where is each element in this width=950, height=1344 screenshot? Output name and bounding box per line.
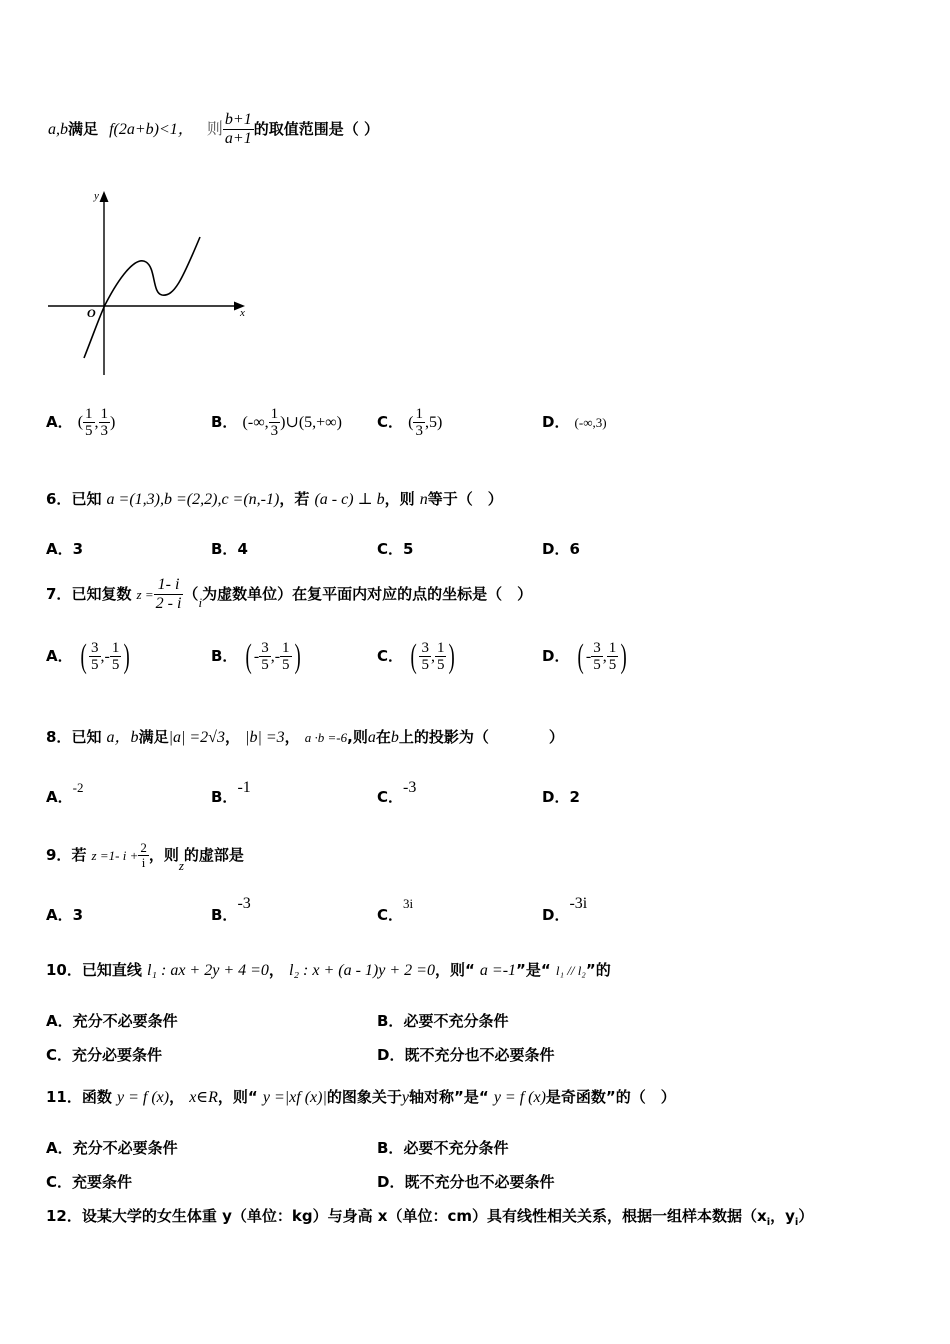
q6-perp: (a - c) ⊥ b (314, 491, 385, 508)
q5-option-c[interactable]: C． ( $\frac{1}{3}$ ,5) (377, 405, 443, 439)
y-axis-label: y (94, 190, 99, 202)
q7-option-d[interactable]: D． ( - $\frac{3}{5}$ , $\frac{1}{5}$ ) (542, 637, 627, 675)
q5-fraction: $\frac{b+1}{a+1}$ (224, 111, 252, 147)
q7-option-b[interactable]: B． ( - $\frac{3}{5}$ ,- $\frac{1}{5}$ ) (211, 637, 301, 675)
q10-stem: 10．已知直线 l₁ : ax + 2y + 4 =0， l₂ : x + (a - 1)y + 2 =0，则“ a =-1”是“ l₁ // l₂”的 (46, 961, 611, 979)
q11-option-a[interactable]: A．充分不必要条件 (46, 1139, 178, 1157)
q5-vars: a,b (48, 121, 68, 138)
q11-option-c[interactable]: C．充要条件 (46, 1173, 133, 1191)
q8-stem: 8．已知 a，b满足|a| =2√3， |b| =3， a ·b =-6,则a在b上的投影为（ ） (46, 728, 564, 746)
q12-stem: 12．设某大学的女生体重 y（单位：kg）与身高 x（单位：cm）具有线性相关关系，根据一组样本数据（$x_i$，$y_i$） (46, 1207, 814, 1228)
q6-option-a[interactable]: A．3 (46, 540, 84, 558)
q5-cond: 满足 (68, 120, 99, 138)
q9-option-d[interactable]: D．-3i (542, 895, 588, 924)
q7-option-c[interactable]: C． ( $\frac{3}{5}$ , $\frac{1}{5}$ ) (377, 637, 456, 675)
q5-stem (48, 104, 379, 154)
y-axis-arrow (100, 191, 109, 202)
q5-tail: 的取值范围是（ ） (253, 120, 379, 138)
q8-option-a[interactable]: A．-2 (46, 780, 84, 806)
q6-stem: 6．已知 a =(1,3),b =(2,2),c =(n,-1)，若 (a - c) ⊥ b，则 n等于（ ） (46, 490, 503, 508)
q8-option-c[interactable]: C．-3 (377, 779, 417, 806)
q5-then: 则 (206, 121, 223, 138)
q5-option-a[interactable]: A． ( $\frac{1}{5}$ , $\frac{1}{3}$ ) (46, 405, 116, 439)
q6-option-d[interactable]: D．6 (542, 540, 580, 558)
q5-option-d[interactable]: D． (-∞,3) (542, 413, 607, 431)
q7-stem: 7．已知复数 z = $\frac{1- i}{2 - i}$ （$_i$为虚数单位）在复平面内对应的点的坐标是（ ） (46, 576, 533, 612)
q5-inequality: f(2a+b)<1， (109, 121, 194, 138)
q5-option-b[interactable]: B． (-∞, $\frac{1}{3}$ )∪(5,+∞) (211, 405, 342, 439)
q6-option-c[interactable]: C．5 (377, 540, 414, 558)
q10-option-b[interactable]: B．必要不充分条件 (377, 1012, 509, 1030)
q5-graph (40, 185, 255, 380)
q9-option-b[interactable]: B．-3 (211, 895, 251, 924)
x-axis-label: x (240, 307, 245, 319)
origin-label: O (87, 306, 96, 320)
q9-stem: 9．若 z =1- i + $\frac{2}{i}$ ，则$_z$的虚部是 (46, 839, 244, 873)
q7-option-a[interactable]: A． ( $\frac{3}{5}$ ,- $\frac{1}{5}$ ) (46, 637, 131, 675)
q9-option-c[interactable]: C．3i (377, 896, 414, 924)
q10-option-a[interactable]: A．充分不必要条件 (46, 1012, 178, 1030)
q8-option-b[interactable]: B．-1 (211, 779, 251, 806)
q9-option-a[interactable]: A．3 (46, 906, 84, 924)
q8-option-d[interactable]: D．2 (542, 788, 580, 806)
q11-option-d[interactable]: D．既不充分也不必要条件 (377, 1173, 555, 1191)
q6-vectors: a =(1,3),b =(2,2),c =(n,-1) (106, 491, 280, 508)
q10-option-d[interactable]: D．既不充分也不必要条件 (377, 1046, 555, 1064)
q6-option-b[interactable]: B．4 (211, 540, 248, 558)
q11-stem: 11．函数 y = f (x)， x∈R，则“ y =|xf (x)|的图象关于y轴对称”是“ y = f (x)是奇函数”的（ ） (46, 1088, 676, 1106)
q10-option-c[interactable]: C．充分必要条件 (46, 1046, 163, 1064)
function-curve (84, 237, 200, 358)
q11-option-b[interactable]: B．必要不充分条件 (377, 1139, 509, 1157)
